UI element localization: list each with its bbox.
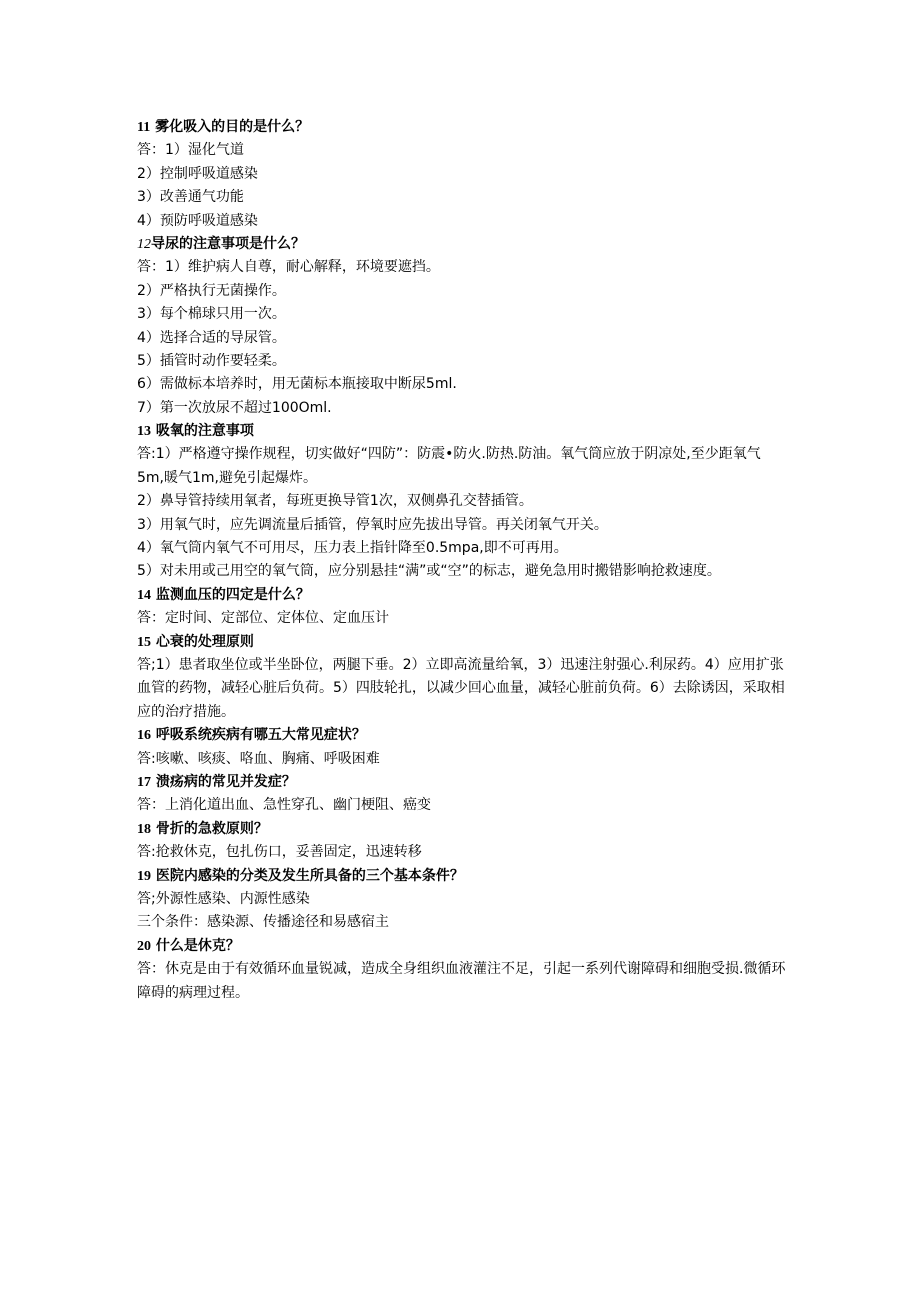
answer-line: 答;外源性感染、内源性感染 (137, 890, 310, 907)
question-heading (137, 420, 787, 443)
answer-line: 3）用氧气时，应先调流量后插管，停氧时应先拔出导管。再关闭氧气开关。 (137, 516, 608, 533)
question-title: 雾化吸入的目的是什么？ (155, 119, 310, 135)
answer-paragraph: 答;1）患者取坐位或半坐卧位，两腿下垂。2）立即高流量给氧，3）迅速注射强心.利尿药。4）应用扩张血管的药物，减轻心脏后负荷。5）四肢轮扎，以减少回心血量，减轻心脏前负荷。6）去除诱因，采取相应的治疗措施。 (137, 657, 785, 720)
question-number: 11 (137, 120, 151, 135)
question-title: 什么是休克？ (155, 937, 240, 954)
question-title: 溃疡病的常见并发症？ (155, 774, 296, 791)
answer-line: 5）插管时动作要轻柔。 (137, 352, 286, 369)
answer-line: 4）氧气筒内氧气不可用尽，压力表上指针降至0.5mpa,即不可再用。 (137, 540, 568, 557)
question-heading (137, 935, 787, 958)
answer-line: 2）鼻导管持续用氧者，每班更换导管1次，双侧鼻孔交替插管。 (137, 493, 533, 510)
question-title: 呼吸系统疾病有哪五大常见症状？ (155, 727, 366, 744)
answer-paragraph: 5）对未用或己用空的氧气筒，应分别悬挂“满”或“空”的标志，避免急用时搬错影响抢救速度。 (137, 563, 721, 580)
question-heading (137, 724, 787, 747)
answer-line: 答:抢救休克，包扎伤口，妥善固定，迅速转移 (137, 844, 422, 861)
answer-line: 7）第一次放尿不超过100Oml. (137, 399, 332, 416)
question-heading (137, 865, 787, 888)
question-number: 14 (137, 587, 151, 603)
answer-paragraph: 答:1）严格遵守操作规程，切实做好“四防”：防震•防火.防热.防油。氧气筒应放于阴凉处,至少距氧气5m,暖气1m,避免引起爆炸。 (137, 446, 761, 486)
answer-line: 答：定时间、定部位、定体位、定血压计 (137, 610, 389, 627)
question-title: 吸氧的注意事项 (155, 423, 254, 440)
question-heading (137, 818, 787, 841)
answer-line: 答：上消化道出血、急性穿孔、幽门梗阻、癌变 (137, 797, 431, 814)
question-title: 心衰的处理原则 (155, 633, 254, 650)
question-title: 骨折的急救原则？ (155, 820, 268, 837)
question-number: 17 (137, 775, 151, 791)
question-title: 医院内感染的分类及发生所具备的三个基本条件？ (155, 867, 464, 884)
answer-line: 3）改善通气功能 (137, 189, 244, 206)
document-body (137, 116, 787, 1005)
answer-paragraph: 答：休克是由于有效循环血量锐减，造成全身组织血液灌注不足，引起一系列代谢障碍和细胞受损.微循环障碍的病理过程。 (137, 961, 786, 1001)
answer-line: 答：1）湿化气道 (137, 142, 244, 159)
question-number: 19 (137, 868, 151, 884)
question-heading (137, 584, 787, 607)
answer-line: 2）严格执行无菌操作。 (137, 282, 286, 299)
question-title: 导尿的注意事项是什么？ (151, 235, 305, 252)
answer-line: 4）选择合适的导尿管。 (137, 329, 286, 346)
question-number: 15 (137, 634, 151, 650)
question-heading (137, 771, 787, 794)
answer-line: 2）控制呼吸道感染 (137, 165, 258, 182)
question-heading (137, 631, 787, 654)
answer-line: 答：1）维护病人自尊，耐心解释，环境要遮挡。 (137, 259, 440, 276)
answer-line: 4）预防呼吸道感染 (137, 212, 258, 229)
answer-line: 3）每个棉球只用一次。 (137, 306, 286, 323)
question-number: 12 (137, 236, 151, 252)
answer-line: 6）需做标本培养时，用无菌标本瓶接取中断尿5ml. (137, 376, 457, 393)
question-heading (137, 116, 787, 139)
question-number: 16 (137, 728, 151, 744)
question-number: 18 (137, 821, 151, 837)
question-heading (137, 233, 787, 256)
question-number: 13 (137, 424, 151, 440)
answer-line: 三个条件：感染源、传播途径和易感宿主 (137, 914, 389, 931)
question-number: 20 (137, 938, 151, 954)
question-title: 监测血压的四定是什么？ (155, 586, 310, 603)
answer-line: 答:咳嗽、咳痰、咯血、胸痛、呼吸困难 (137, 750, 380, 767)
